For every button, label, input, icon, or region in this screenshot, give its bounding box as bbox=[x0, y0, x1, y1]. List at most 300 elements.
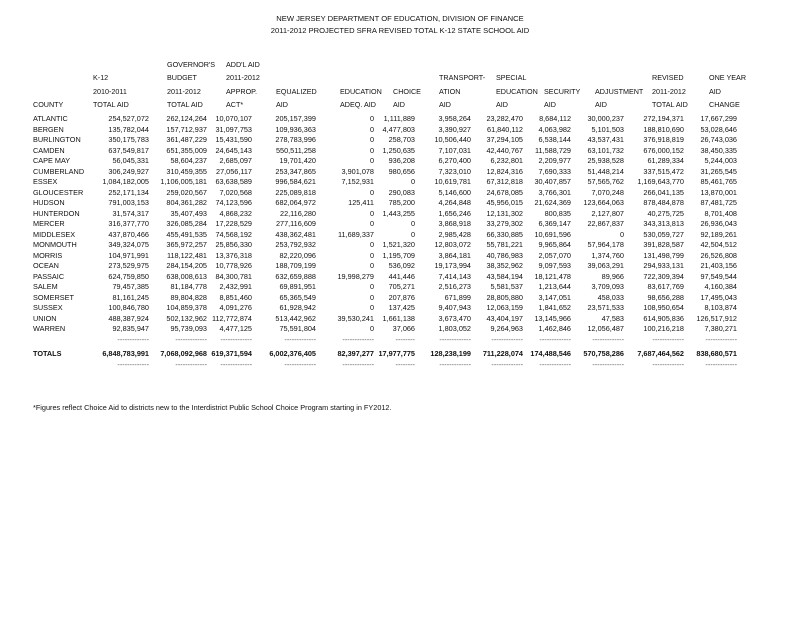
value-cell: 6,538,144 bbox=[538, 135, 571, 144]
value-cell: 57,565,762 bbox=[587, 177, 624, 186]
value-cell: 83,617,769 bbox=[647, 282, 684, 291]
value-cell: 12,056,487 bbox=[587, 324, 624, 333]
value-cell: 3,864,181 bbox=[438, 250, 471, 260]
table-row bbox=[33, 282, 737, 293]
value-cell: ------------- bbox=[705, 334, 737, 344]
totals-row bbox=[33, 349, 737, 360]
value-cell: 0 bbox=[369, 156, 374, 165]
county-cell: CAPE MAY bbox=[33, 156, 71, 165]
table-row bbox=[33, 167, 737, 178]
value-cell: 4,477,803 bbox=[382, 124, 415, 134]
value-cell: 225,089,818 bbox=[275, 187, 316, 197]
table-row bbox=[33, 198, 737, 209]
value-cell: 40,275,725 bbox=[647, 208, 684, 218]
value-cell: 135,782,044 bbox=[108, 124, 149, 134]
value-cell: 11,689,337 bbox=[338, 229, 374, 239]
table-row bbox=[33, 324, 737, 335]
value-cell: 61,928,942 bbox=[279, 303, 316, 312]
value-cell: 785,200 bbox=[388, 198, 415, 207]
value-cell: 27,056,117 bbox=[216, 166, 252, 176]
value-cell: ------------- bbox=[220, 334, 252, 344]
value-cell: 365,972,257 bbox=[166, 240, 207, 249]
table-row bbox=[33, 114, 737, 125]
value-cell: 65,365,549 bbox=[279, 292, 316, 302]
value-cell: 9,965,864 bbox=[538, 240, 571, 249]
value-cell: 7,152,931 bbox=[341, 177, 374, 186]
table-row bbox=[33, 177, 737, 188]
value-cell: 9,264,963 bbox=[490, 324, 523, 333]
value-cell: 97,549,544 bbox=[700, 271, 737, 281]
value-cell: 43,404,197 bbox=[486, 313, 523, 323]
value-cell: 95,739,093 bbox=[170, 324, 207, 333]
value-cell: 22,867,837 bbox=[587, 219, 624, 228]
value-cell: 26,526,808 bbox=[700, 250, 737, 260]
value-cell: 0 bbox=[369, 219, 374, 228]
header-transport-line: AID bbox=[439, 100, 451, 109]
header-special-line: AID bbox=[496, 100, 508, 109]
value-cell: 12,063,159 bbox=[486, 303, 523, 312]
value-cell: 254,527,072 bbox=[108, 114, 149, 123]
county-cell: PASSAIC bbox=[33, 271, 65, 281]
value-cell: 3,390,927 bbox=[438, 124, 471, 134]
value-cell: ------------- bbox=[592, 359, 624, 369]
value-cell: 75,591,804 bbox=[279, 324, 316, 333]
value-cell: 441,446 bbox=[388, 271, 415, 281]
value-cell: 31,097,753 bbox=[215, 124, 252, 134]
value-cell: 791,003,153 bbox=[108, 198, 149, 207]
value-cell: 316,377,770 bbox=[108, 219, 149, 228]
value-cell: 513,442,962 bbox=[275, 313, 316, 323]
value-cell: 12,131,302 bbox=[486, 208, 523, 218]
value-cell: 26,743,036 bbox=[700, 135, 737, 144]
value-cell: 878,484,878 bbox=[643, 198, 684, 207]
value-cell: 26,936,043 bbox=[700, 219, 737, 228]
value-cell: 488,387,924 bbox=[108, 313, 149, 323]
value-cell: 63,638,589 bbox=[215, 177, 252, 186]
value-cell: 24,678,085 bbox=[486, 187, 523, 197]
value-cell: 438,362,481 bbox=[275, 229, 316, 239]
value-cell: 294,933,131 bbox=[643, 261, 684, 270]
table-row bbox=[33, 314, 737, 325]
value-cell: 5,146,600 bbox=[438, 187, 471, 197]
value-cell: 3,147,051 bbox=[538, 292, 571, 302]
value-cell: 89,804,828 bbox=[170, 292, 207, 302]
header-addl-line: 2011-2012 bbox=[226, 73, 260, 82]
header-oneyear-line: AID bbox=[709, 86, 721, 96]
value-cell: 437,870,466 bbox=[108, 229, 149, 239]
value-cell: 536,092 bbox=[388, 261, 415, 270]
value-cell: 7,323,010 bbox=[438, 166, 471, 176]
value-cell: 337,515,472 bbox=[643, 166, 684, 176]
value-cell: 638,008,613 bbox=[166, 271, 207, 281]
header-k12-line: 2010-2011 bbox=[93, 86, 127, 96]
value-cell: 1,169,643,770 bbox=[637, 177, 684, 186]
value-cell: 2,516,273 bbox=[438, 282, 471, 291]
value-cell: 25,938,528 bbox=[587, 156, 624, 165]
header-security-line: AID bbox=[544, 100, 556, 109]
value-cell: 61,289,334 bbox=[647, 156, 684, 165]
table-row bbox=[33, 125, 737, 136]
table-row bbox=[33, 146, 737, 157]
table-row bbox=[33, 293, 737, 304]
county-cell: CUMBERLAND bbox=[33, 166, 85, 176]
value-cell: 0 bbox=[369, 114, 374, 123]
value-cell: 7,414,143 bbox=[438, 271, 471, 281]
value-cell: ------------- bbox=[284, 334, 316, 344]
value-cell: 6,369,147 bbox=[538, 219, 571, 228]
header-education-line: ADEQ. AID bbox=[340, 100, 376, 109]
value-cell: 1,803,052 bbox=[438, 324, 471, 333]
table-row bbox=[33, 219, 737, 230]
value-cell: 85,461,765 bbox=[700, 177, 737, 186]
value-cell: 0 bbox=[369, 145, 374, 155]
value-cell: 10,691,596 bbox=[534, 229, 571, 239]
header-revised-line: 2011-2012 bbox=[652, 86, 686, 96]
header-special-line: EDUCATION bbox=[496, 86, 538, 96]
value-cell: 205,157,399 bbox=[275, 114, 316, 123]
value-cell: 15,431,590 bbox=[215, 135, 252, 144]
value-cell: 2,432,991 bbox=[219, 282, 252, 291]
value-cell: 258,703 bbox=[388, 135, 415, 144]
value-cell: 84,300,781 bbox=[215, 271, 252, 281]
value-cell: 632,659,888 bbox=[275, 271, 316, 281]
value-cell: 0 bbox=[369, 124, 374, 134]
county-cell: HUDSON bbox=[33, 198, 65, 207]
value-cell: 17,495,043 bbox=[700, 292, 737, 302]
value-cell: ------------- bbox=[220, 359, 252, 369]
value-cell: 58,604,237 bbox=[170, 156, 207, 165]
value-cell: 2,985,428 bbox=[438, 229, 471, 239]
value-cell: 30,407,857 bbox=[534, 177, 571, 186]
header-transport-line: TRANSPORT- bbox=[439, 73, 486, 82]
value-cell: 0 bbox=[369, 208, 374, 218]
value-cell: 56,045,331 bbox=[112, 156, 149, 165]
value-cell: 3,766,301 bbox=[538, 187, 571, 197]
value-cell: 0 bbox=[369, 250, 374, 260]
separator-row bbox=[33, 360, 737, 371]
value-cell: 18,121,478 bbox=[534, 271, 571, 281]
value-cell: 31,574,317 bbox=[112, 208, 149, 218]
value-cell: 61,840,112 bbox=[487, 124, 523, 134]
table-row bbox=[33, 156, 737, 167]
value-cell: 207,876 bbox=[388, 292, 415, 302]
value-cell: ------------- bbox=[491, 334, 523, 344]
value-cell: 624,759,850 bbox=[108, 271, 149, 281]
header-oneyear-line: CHANGE bbox=[709, 100, 740, 109]
value-cell: 81,161,245 bbox=[112, 292, 149, 302]
value-cell: 0 bbox=[369, 324, 374, 333]
value-cell: 40,786,983 bbox=[486, 250, 523, 260]
value-cell: ------------- bbox=[342, 334, 374, 344]
value-cell: ------------- bbox=[539, 359, 571, 369]
value-cell: 37,066 bbox=[392, 324, 415, 333]
county-cell bbox=[33, 335, 87, 346]
value-cell: 455,491,535 bbox=[166, 229, 207, 239]
value-cell: 45,956,015 bbox=[486, 198, 523, 207]
value-cell: ------------- bbox=[592, 334, 624, 344]
value-cell: -------- bbox=[395, 359, 415, 369]
value-cell: 349,324,075 bbox=[108, 240, 149, 249]
value-cell: 17,667,299 bbox=[700, 114, 737, 123]
value-cell: 1,213,644 bbox=[538, 282, 571, 291]
header-security-line: SECURITY bbox=[544, 86, 581, 96]
value-cell: 66,330,885 bbox=[486, 229, 523, 239]
value-cell: 125,411 bbox=[348, 198, 374, 207]
value-cell: 109,936,363 bbox=[275, 124, 316, 134]
value-cell: 4,063,982 bbox=[538, 124, 571, 134]
value-cell: 0 bbox=[369, 282, 374, 291]
value-cell: 104,859,378 bbox=[166, 303, 207, 312]
value-cell: 4,868,232 bbox=[219, 208, 252, 218]
value-cell: 0 bbox=[369, 187, 374, 197]
value-cell: 0 bbox=[369, 240, 374, 249]
value-cell: 1,084,182,005 bbox=[102, 177, 149, 186]
value-cell: 5,581,537 bbox=[490, 282, 523, 291]
value-cell: 17,977,775 bbox=[378, 349, 415, 358]
header-choice-line: AID bbox=[393, 100, 405, 109]
value-cell: ------------- bbox=[491, 359, 523, 369]
value-cell: 43,584,194 bbox=[486, 271, 523, 281]
value-cell: ------------- bbox=[652, 334, 684, 344]
value-cell: ------------- bbox=[652, 359, 684, 369]
value-cell: 996,584,621 bbox=[275, 177, 316, 186]
value-cell: 7,380,271 bbox=[704, 324, 737, 333]
county-cell: SOMERSET bbox=[33, 292, 74, 302]
county-cell: TOTALS bbox=[33, 349, 62, 358]
value-cell: 30,000,237 bbox=[587, 114, 624, 123]
value-cell: 17,228,529 bbox=[215, 219, 252, 228]
value-cell: 42,440,767 bbox=[486, 145, 523, 155]
value-cell: 4,091,276 bbox=[219, 303, 252, 312]
value-cell: 13,145,966 bbox=[534, 313, 571, 323]
value-cell: 131,498,799 bbox=[643, 250, 684, 260]
value-cell: 74,568,192 bbox=[215, 229, 252, 239]
value-cell: 502,132,962 bbox=[166, 313, 207, 323]
value-cell: 376,918,819 bbox=[643, 135, 684, 144]
value-cell: 63,101,732 bbox=[587, 145, 624, 155]
value-cell: 4,477,125 bbox=[219, 324, 252, 333]
value-cell: 23,282,470 bbox=[486, 114, 523, 123]
value-cell: 361,487,229 bbox=[166, 135, 207, 144]
county-cell: SALEM bbox=[33, 282, 58, 291]
value-cell: 711,228,074 bbox=[482, 349, 523, 358]
county-cell: BURLINGTON bbox=[33, 135, 81, 144]
header-addl-line: APPROP. bbox=[226, 86, 258, 96]
value-cell: 980,656 bbox=[388, 166, 415, 176]
value-cell: 682,064,972 bbox=[275, 198, 316, 207]
header-adjustment-line: ADJUSTMENT bbox=[595, 86, 644, 96]
value-cell: 126,517,912 bbox=[696, 313, 737, 323]
value-cell: 81,184,778 bbox=[170, 282, 207, 291]
value-cell: 118,122,481 bbox=[166, 250, 207, 260]
value-cell: 7,690,333 bbox=[538, 166, 571, 176]
value-cell: 6,002,376,405 bbox=[269, 349, 316, 358]
value-cell: 705,271 bbox=[388, 282, 415, 291]
value-cell: 9,407,943 bbox=[438, 303, 471, 312]
header-adjustment-line: AID bbox=[595, 100, 607, 109]
value-cell: 31,265,545 bbox=[700, 166, 737, 176]
header-special-line: SPECIAL bbox=[496, 73, 527, 82]
value-cell: 1,661,138 bbox=[382, 313, 415, 323]
header-county-line: COUNTY bbox=[33, 100, 64, 109]
value-cell: 936,208 bbox=[388, 156, 415, 165]
value-cell: 1,374,760 bbox=[591, 250, 624, 260]
value-cell: 2,057,070 bbox=[538, 250, 571, 260]
value-cell: 39,063,291 bbox=[587, 261, 624, 270]
value-cell: 13,870,001 bbox=[700, 187, 737, 197]
value-cell: 262,124,264 bbox=[166, 114, 207, 123]
value-cell: 47,583 bbox=[601, 313, 624, 323]
value-cell: 13,376,318 bbox=[215, 250, 252, 260]
value-cell: 6,232,801 bbox=[490, 156, 523, 165]
table-row bbox=[33, 209, 737, 220]
value-cell: 19,998,279 bbox=[337, 271, 374, 281]
value-cell: 391,828,587 bbox=[643, 240, 684, 249]
value-cell: 92,189,261 bbox=[700, 229, 737, 239]
value-cell: 266,041,135 bbox=[643, 187, 684, 197]
value-cell: 1,521,320 bbox=[382, 240, 415, 249]
value-cell: 290,083 bbox=[388, 187, 415, 197]
table-row bbox=[33, 188, 737, 199]
county-cell: GLOUCESTER bbox=[33, 187, 84, 197]
value-cell: ------------- bbox=[117, 359, 149, 369]
value-cell: 69,891,951 bbox=[279, 282, 316, 291]
header-equalized-line: AID bbox=[276, 100, 288, 109]
value-cell: 278,783,996 bbox=[275, 135, 316, 144]
value-cell: 10,506,440 bbox=[434, 135, 471, 144]
county-cell: OCEAN bbox=[33, 261, 59, 270]
value-cell: 277,116,609 bbox=[275, 219, 316, 228]
county-cell: BERGEN bbox=[33, 124, 64, 134]
value-cell: 0 bbox=[410, 219, 415, 228]
value-cell: 8,851,460 bbox=[219, 292, 252, 302]
value-cell: 35,407,493 bbox=[170, 208, 207, 218]
value-cell: 7,687,464,562 bbox=[637, 349, 684, 358]
value-cell: 4,264,848 bbox=[438, 198, 471, 207]
county-cell: MERCER bbox=[33, 219, 65, 228]
value-cell: 53,028,646 bbox=[700, 124, 737, 134]
table-row bbox=[33, 272, 737, 283]
value-cell: 350,175,783 bbox=[108, 135, 149, 144]
separator-row bbox=[33, 335, 737, 346]
value-cell: 0 bbox=[410, 229, 415, 239]
value-cell: 10,778,926 bbox=[215, 261, 252, 270]
value-cell: 619,371,594 bbox=[211, 349, 252, 358]
value-cell: 3,901,078 bbox=[341, 166, 374, 176]
value-cell: ------------- bbox=[439, 334, 471, 344]
value-cell: 804,361,282 bbox=[166, 198, 207, 207]
county-cell: ESSEX bbox=[33, 177, 58, 186]
report-subtitle: 2011-2012 PROJECTED SFRA REVISED TOTAL K-12 STATE SCHOOL AID bbox=[270, 26, 530, 35]
value-cell: 4,160,384 bbox=[704, 282, 737, 291]
value-cell: 253,792,932 bbox=[275, 240, 316, 249]
value-cell: ------------- bbox=[284, 359, 316, 369]
value-cell: ------------- bbox=[705, 359, 737, 369]
county-cell: MIDDLESEX bbox=[33, 229, 76, 239]
county-cell bbox=[33, 360, 87, 371]
value-cell: 137,425 bbox=[388, 303, 415, 312]
value-cell: 7,107,031 bbox=[438, 145, 471, 155]
value-cell: 19,173,994 bbox=[434, 261, 471, 270]
value-cell: 7,020,568 bbox=[219, 187, 252, 197]
value-cell: 38,352,962 bbox=[486, 261, 523, 270]
value-cell: 174,488,546 bbox=[530, 349, 571, 358]
value-cell: 9,097,593 bbox=[538, 261, 571, 270]
value-cell: 671,899 bbox=[444, 292, 471, 302]
value-cell: 112,772,874 bbox=[211, 313, 252, 323]
table-row bbox=[33, 303, 737, 314]
value-cell: 550,511,258 bbox=[275, 145, 316, 155]
value-cell: ------------- bbox=[175, 334, 207, 344]
value-cell: 3,673,470 bbox=[438, 313, 471, 323]
header-education-line: EDUCATION bbox=[340, 86, 382, 96]
value-cell: 23,571,533 bbox=[587, 303, 624, 312]
value-cell: 3,868,918 bbox=[438, 219, 471, 228]
value-cell: 6,270,400 bbox=[438, 156, 471, 165]
county-cell: MORRIS bbox=[33, 250, 63, 260]
value-cell: 259,020,567 bbox=[166, 187, 207, 197]
header-revised-line: REVISED bbox=[652, 73, 684, 82]
value-cell: ------------- bbox=[342, 359, 374, 369]
value-cell: 89,966 bbox=[601, 271, 624, 281]
value-cell: 2,127,807 bbox=[591, 208, 624, 218]
table-row bbox=[33, 230, 737, 241]
value-cell: 28,805,880 bbox=[486, 292, 523, 302]
value-cell: 5,101,503 bbox=[591, 124, 624, 134]
value-cell: 11,588,729 bbox=[535, 145, 571, 155]
value-cell: 100,846,780 bbox=[108, 303, 149, 312]
value-cell: 637,549,817 bbox=[108, 145, 149, 155]
value-cell: 614,905,836 bbox=[643, 313, 684, 323]
table-row bbox=[33, 261, 737, 272]
value-cell: 273,529,975 bbox=[108, 261, 149, 270]
value-cell: ------------- bbox=[175, 359, 207, 369]
value-cell: 0 bbox=[369, 261, 374, 270]
value-cell: 0 bbox=[619, 229, 624, 239]
header-gov-line: TOTAL AID bbox=[167, 100, 203, 109]
value-cell: 157,712,937 bbox=[166, 124, 207, 134]
value-cell: 1,111,889 bbox=[383, 114, 415, 123]
value-cell: 128,238,199 bbox=[430, 349, 471, 358]
value-cell: 676,000,152 bbox=[643, 145, 684, 155]
value-cell: 1,462,846 bbox=[538, 324, 571, 333]
value-cell: ------------- bbox=[439, 359, 471, 369]
value-cell: 651,355,009 bbox=[166, 145, 207, 155]
value-cell: 284,154,205 bbox=[166, 261, 207, 270]
value-cell: 12,824,316 bbox=[486, 166, 523, 176]
value-cell: 272,194,371 bbox=[643, 114, 684, 123]
value-cell: 37,294,105 bbox=[486, 135, 523, 144]
value-cell: 306,249,927 bbox=[108, 166, 149, 176]
value-cell: 722,309,394 bbox=[643, 271, 684, 281]
report-title: NEW JERSEY DEPARTMENT OF EDUCATION, DIVISION OF FINANCE bbox=[276, 14, 524, 23]
value-cell: 82,397,277 bbox=[337, 349, 374, 358]
county-cell: ATLANTIC bbox=[33, 114, 68, 123]
value-cell: 252,171,134 bbox=[108, 187, 149, 197]
value-cell: 2,209,977 bbox=[538, 156, 571, 165]
value-cell: 74,123,596 bbox=[215, 198, 252, 207]
table-row bbox=[33, 135, 737, 146]
value-cell: 800,835 bbox=[544, 208, 571, 218]
value-cell: 104,971,991 bbox=[108, 250, 149, 260]
value-cell: -------- bbox=[395, 334, 415, 344]
value-cell: 10,619,781 bbox=[434, 177, 471, 186]
value-cell: 1,656,246 bbox=[438, 208, 471, 218]
value-cell: 1,195,709 bbox=[382, 250, 415, 260]
value-cell: 42,504,512 bbox=[700, 240, 737, 249]
value-cell: 92,835,947 bbox=[112, 324, 149, 333]
value-cell: 7,070,248 bbox=[591, 187, 624, 197]
